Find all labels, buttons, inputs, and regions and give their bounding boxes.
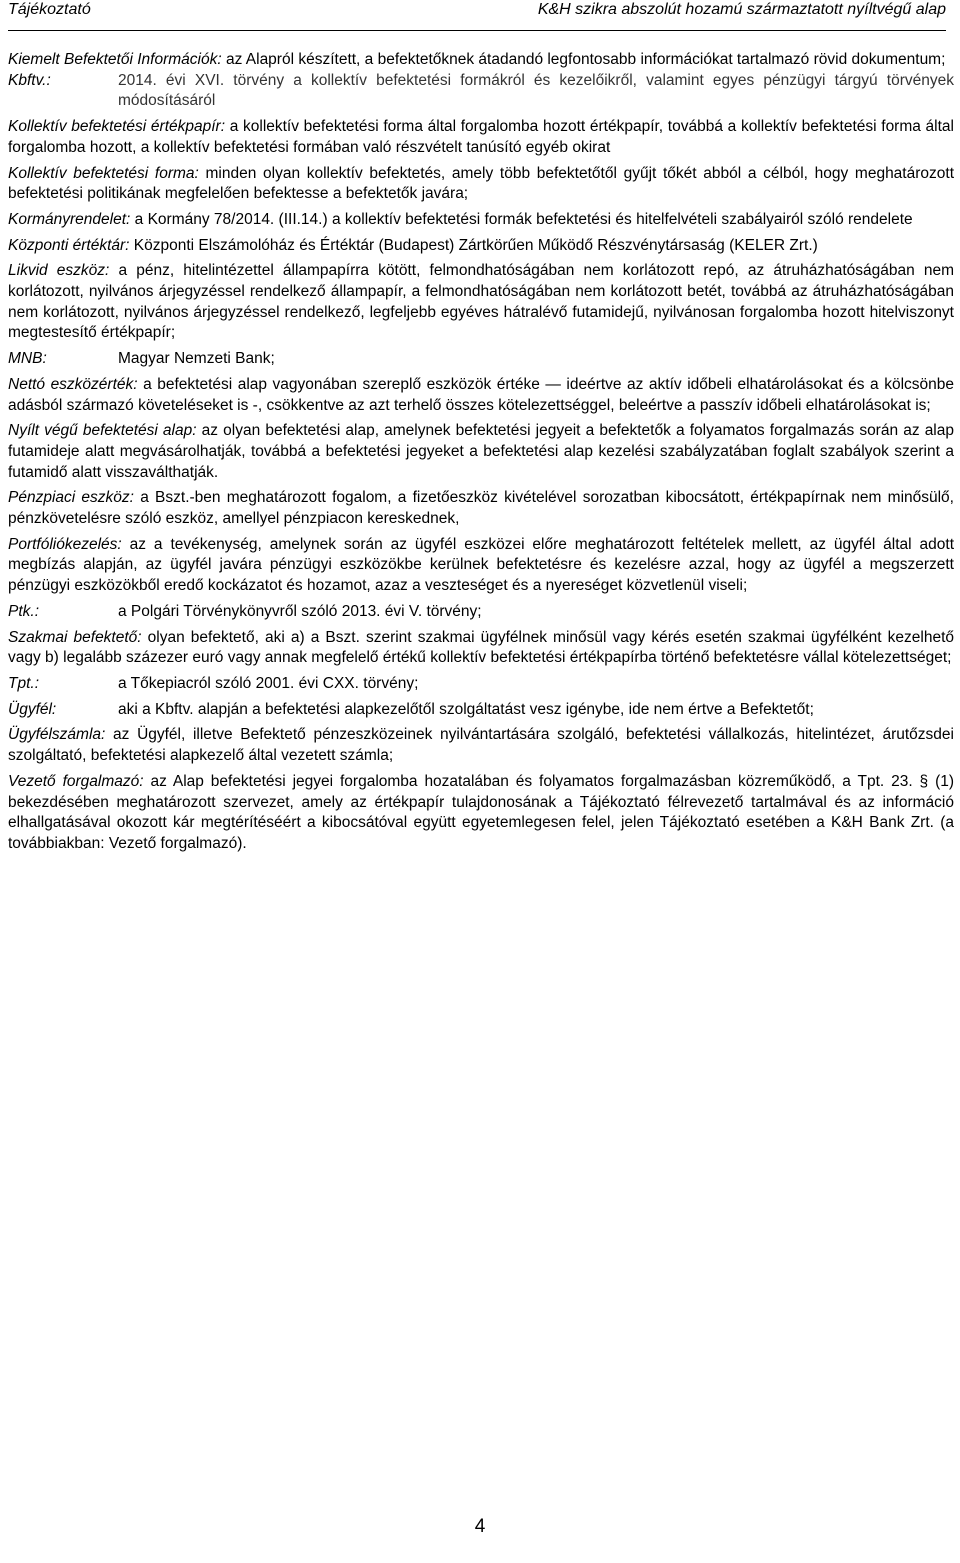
- definition-term: Tpt.:: [8, 674, 40, 692]
- definition-term: Kbftv.:: [8, 71, 51, 89]
- definition-text: az Alap befektetési jegyei forgalomba hozatalában és folyamatos forgalmazásban közreműködő, a Tpt. 23. § (1) bekezdésében meghatározott szervezet, amely az értékpapír tulajdonosának a Tájékoztató félrevezető tartalmával és az információ elhallgatásával okozott kár megtérítéséért a kibocsátóval együtt egyetemlegesen felel, jelen Tájékoztató esetében a K&H Bank Zrt. (a továbbiakban: Vezető forgalmazó).: [8, 772, 955, 852]
- definition-text: Központi Elszámolóház és Értéktár (Budapest) Zártkörűen Működő Részvénytársaság (KELER Zrt.): [129, 236, 818, 254]
- definition-term: Szakmai befektető:: [8, 628, 142, 646]
- page-header: [8, 0, 946, 31]
- definition-kormanyrendelet: [8, 210, 954, 231]
- definition-term: Ügyfélszámla:: [8, 726, 106, 744]
- definition-text: az a tevékenység, amelynek során az ügyfél eszközei előre meghatározott feltételek mellett, az ügyfél által adott megbízás alapján, az ügyfél javára pénzügyi eszközökbe kerülnek befektetésre és kezelésre azzal, hogy az ügyfél a megszerzett pénzügyi eszközökből eredő kockázatot és hozamot, azaz a veszteséget és a nyereséget közvetlenül viseli;: [8, 535, 954, 595]
- definition-text: a pénz, hitelintézettel állampapírra kötött, felmondhatóságában nem korlátozott repó, az átruházhatóságában nem korlátozott, nyilvános árjegyzéssel rendelkező állampapír, a felmondhatóságában nem korlátozott betét, továbbá az átruházhatóságában nem korlátozott, nyilvános árjegyzéssel rendelkező, legfeljebb egyéves hátralévő futamidejű, nyilvánosan forgalomba hozott hitelviszonyt megtestesítő értékpapír;: [8, 262, 955, 342]
- definition-kollektiv-befektetesi-forma: [8, 164, 954, 205]
- definition-text: minden olyan kollektív befektetés, amely több befektetőtől gyűjt tőkét abból a célból, hogy meghatározott befektetési politikának megfelelően befektesse a befektetők javára;: [8, 164, 954, 203]
- definition-term: Pénzpiaci eszköz:: [8, 489, 134, 507]
- definition-term: Nyílt végű befektetési alap:: [8, 422, 197, 440]
- definition-text: Magyar Nemzeti Bank;: [118, 350, 275, 368]
- definition-kollektiv-befektetesi-ertekpapir: [8, 117, 954, 158]
- definition-tpt: [8, 674, 954, 695]
- definition-text: az Ügyfél, illetve Befektető pénzeszközeinek nyilvántartására szolgáló, befektetési vállalkozás, hitelintézet, árutőzsdei szolgáltató, befektetési alapkezelő által vezetett számla;: [8, 726, 954, 765]
- definition-term: Likvid eszköz:: [8, 262, 110, 280]
- definition-term: Nettó eszközérték:: [8, 375, 138, 393]
- definition-term: Ügyfél:: [8, 700, 57, 718]
- definition-term: Ptk.:: [8, 602, 40, 620]
- definition-text: a Polgári Törvénykönyvről szóló 2013. évi V. törvény;: [118, 602, 482, 620]
- definition-term: Kollektív befektetési értékpapír:: [8, 118, 226, 136]
- definition-vezeto-forgalmazo: [8, 772, 954, 855]
- header-document-type: Tájékoztató: [8, 1, 91, 18]
- definition-nyilt-vegu-befektetesi-alap: [8, 421, 954, 483]
- definition-ugyfelszamla: [8, 725, 954, 766]
- definition-kiemelt-befektetoi-informaciok: [8, 50, 954, 71]
- definition-kbftv: [8, 71, 954, 112]
- page-number: 4: [474, 1516, 486, 1537]
- definitions-list: [8, 50, 954, 855]
- definition-term: Kormányrendelet:: [8, 210, 131, 228]
- definition-text: 2014. évi XVI. törvény a kollektív befektetési formákról és kezelőikről, valamint egyes pénzügyi tárgyú törvények módosításáról: [118, 71, 954, 110]
- definition-ugyfel: [8, 700, 954, 721]
- definition-mnb: [8, 349, 954, 370]
- definition-term: Kiemelt Befektetői Információk:: [8, 51, 222, 68]
- definition-term: MNB:: [8, 350, 47, 368]
- definition-term: Vezető forgalmazó:: [8, 772, 144, 790]
- header-fund-name: K&H szikra abszolút hozamú származtatott nyíltvégű alap: [537, 1, 946, 18]
- definition-netto-eszkozertek: [8, 375, 954, 416]
- definition-text: a kollektív befektetési forma által forgalomba hozott értékpapír, továbbá a kollektív befektetési forma által forgalomba hozott, a kollektív befektetési formában való részvételt tanúsító egyéb okirat: [8, 118, 954, 156]
- definition-portfoliokezeles: [8, 535, 954, 597]
- definition-term: Portfóliókezelés:: [8, 535, 122, 553]
- definition-text: aki a Kbftv. alapján a befektetési alapkezelőtől szolgáltatást vesz igénybe, ide nem értve a Befektetőt;: [118, 700, 814, 718]
- definition-text: a befektetési alap vagyonában szereplő eszközök értéke — ideértve az aktív időbeli elhatárolásokat és a kölcsönbe adásból származó követeléseket is -, csökkentve az azt terhelő összes kötelezettséggel, beleértve a passzív időbeli elhatárolásokat is;: [8, 375, 954, 414]
- definition-likvid-eszkoz: [8, 261, 954, 344]
- definition-term: Kollektív befektetési forma:: [8, 164, 199, 182]
- definition-term: Központi értéktár:: [8, 236, 130, 254]
- definition-text: az olyan befektetési alap, amelynek befektetési jegyeit a befektetők a folyamatos forgalmazás során az alap futamideje alatt megvásárolhatják, továbbá a befektetési jegyeket a befektetési alap kezelési szabályzatában foglalt szabályok szerint a futamidő alatt visszaválthatják.: [8, 422, 954, 481]
- definition-szakmai-befekteto: [8, 628, 954, 669]
- definition-text: olyan befektető, aki a) a Bszt. szerint szakmai ügyfélnek minősül vagy kérés esetén szakmai ügyfélként kezelhető vagy b) legalább százezer euró vagy annak megfelelő értékű kollektív befektetési értékpapírba történő befektetésre vállal kötelezettséget;: [8, 628, 954, 667]
- definition-kozponti-ertektar: [8, 236, 954, 257]
- definition-text: a Tőkepiacról szóló 2001. évi CXX. törvény;: [118, 674, 419, 692]
- definition-ptk: [8, 602, 954, 623]
- definition-text: a Bszt.-ben meghatározott fogalom, a fizetőeszköz kivételével sorozatban kibocsátott, értékpapírnak nem minősülő, pénzkövetelésre szóló eszköz, amellyel pénzpiacon kereskednek,: [8, 489, 954, 528]
- definition-text: az Alapról készített, a befektetőknek átadandó legfontosabb információkat tartalmazó rövid dokumentum;: [221, 51, 946, 68]
- definition-penzpiaci-eszkoz: [8, 488, 954, 529]
- definition-text: a Kormány 78/2014. (III.14.) a kollektív befektetési formák befektetési és hitelfelvételi szabályairól szóló rendelete: [130, 210, 913, 228]
